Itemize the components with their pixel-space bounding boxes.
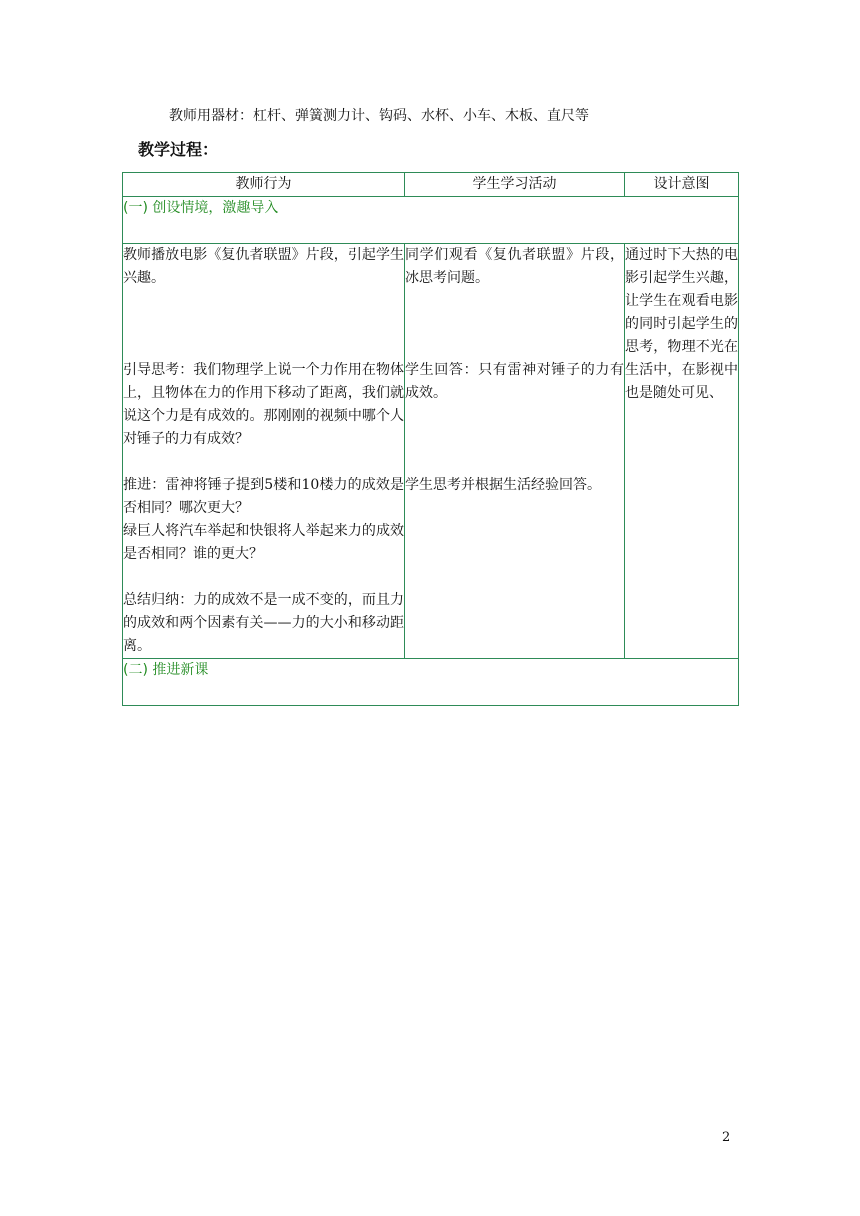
lesson-plan-table (122, 172, 739, 706)
column-header-teacher: 教师行为 (123, 173, 405, 197)
teacher-step-5: 总结归纳：力的成效不是一成不变的，而且力的成效和两个因素有关——力的大小和移动距离。 (123, 592, 404, 654)
student-activity-3: 学生思考并根据生活经验回答。 (405, 477, 601, 493)
teaching-process-heading: 教学过程： (138, 140, 219, 159)
table-row (123, 244, 739, 659)
column-header-intent: 设计意图 (625, 173, 739, 197)
teacher-step-3: 推进：雷神将锤子提到5楼和10楼力的成效是否相同？哪次更大？ (123, 477, 404, 516)
design-intent-text: 通过时下大热的电影引起学生兴趣，让学生在观看电影的同时引起学生的思考，物理不光在生活中，在影视中也是随处可见、 (625, 247, 738, 401)
student-activity-cell (405, 244, 625, 659)
page-number: 2 (722, 1130, 731, 1145)
teacher-step-1: 教师播放电影《复仇者联盟》片段，引起学生兴趣。 (123, 247, 404, 286)
teacher-step-2: 引导思考：我们物理学上说一个力作用在物体上，且物体在力的作用下移动了距离，我们就说这个力是有成效的。那刚刚的视频中哪个人对锤子的力有成效？ (123, 362, 404, 447)
section-row-1 (123, 197, 739, 244)
teaching-materials: 教师用器材：杠杆、弹簧测力计、钩码、水杯、小车、木板、直尺等 (169, 108, 589, 124)
design-intent-cell (625, 244, 739, 659)
teacher-step-4: 绿巨人将汽车举起和快银将人举起来力的成效是否相同？谁的更大？ (123, 523, 404, 562)
student-activity-1: 同学们观看《复仇者联盟》片段，冰思考问题。 (405, 247, 624, 286)
section-row-2 (123, 659, 739, 706)
section-title-new-lesson: (二) 推进新课 (123, 659, 739, 706)
student-activity-2: 学生回答：只有雷神对锤子的力有成效。 (405, 362, 624, 401)
teacher-behavior-cell (123, 244, 405, 659)
section-title-intro: (一) 创设情境，激趣导入 (123, 197, 739, 244)
table-header-row (123, 173, 739, 197)
column-header-student: 学生学习活动 (405, 173, 625, 197)
